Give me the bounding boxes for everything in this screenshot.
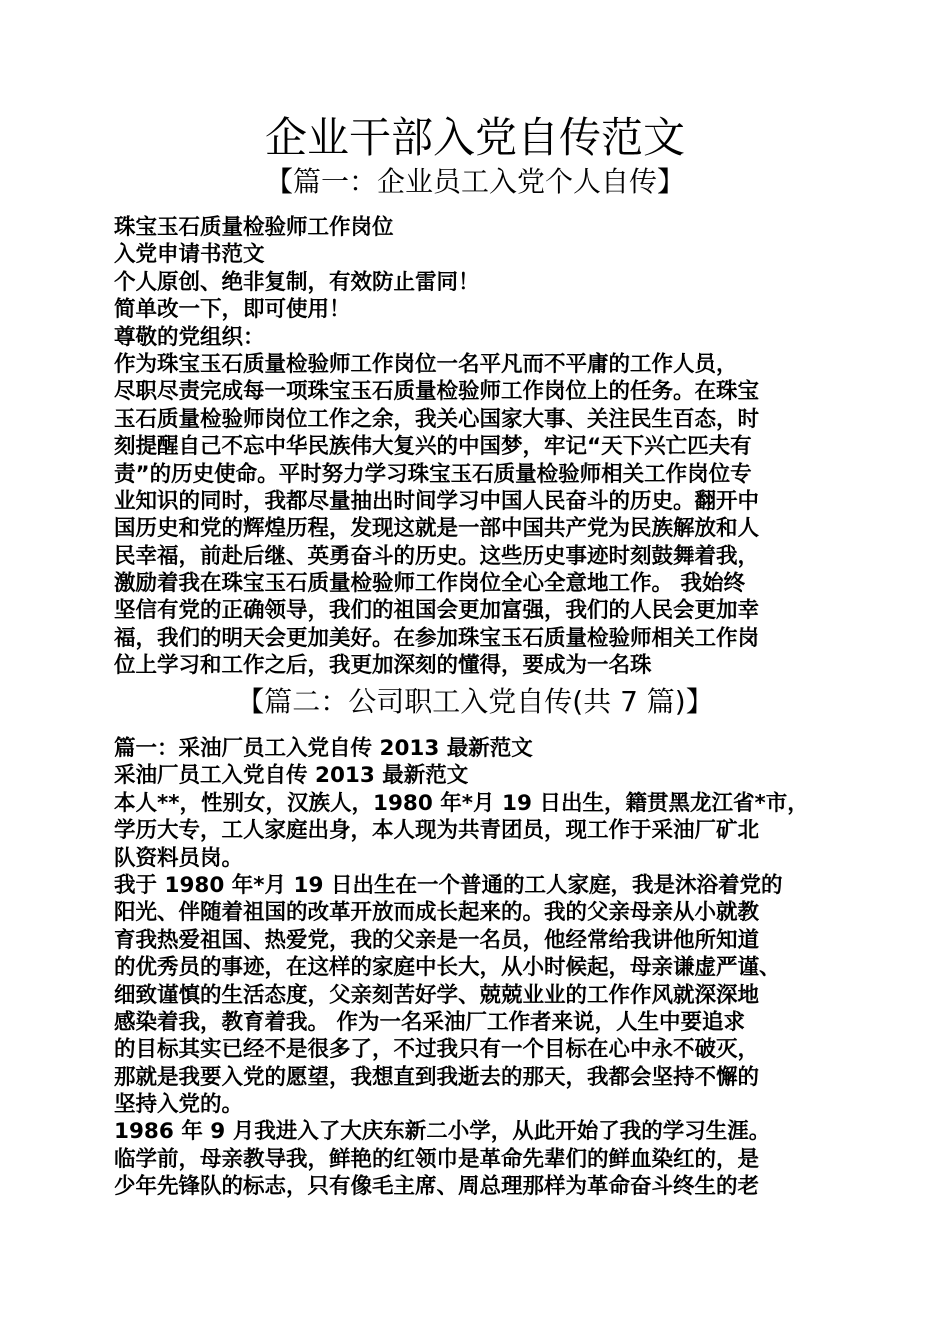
body-text-line: 采油厂员工入党自传 2013 最新范文 <box>114 763 469 789</box>
body-text-line: 福，我们的明天会更加美好。在参加珠宝玉石质量检验师相关工作岗 <box>114 625 760 651</box>
body-text-line: 阳光、伴随着祖国的改革开放而成长起来的。我的父亲母亲从小就教 <box>114 900 760 926</box>
body-text-line: 坚信有党的正确领导，我们的祖国会更加富强，我们的人民会更加幸 <box>114 598 760 624</box>
body-text-line: 坚持入党的。 <box>114 1092 244 1118</box>
body-text-line: 的目标其实已经不是很多了，不过我只有一个目标在心中永不破灭， <box>114 1037 760 1063</box>
body-text-line: 那就是我要入党的愿望，我想直到我逝去的那天，我都会坚持不懈的 <box>114 1064 760 1090</box>
section-2-body <box>114 735 844 1201</box>
section-1-body <box>114 214 844 680</box>
body-text-line: 少年先锋队的标志，只有像毛主席、周总理那样为革命奋斗终生的老 <box>114 1174 760 1200</box>
body-text-line: 玉石质量检验师岗位工作之余，我关心国家大事、关注民生百态，时 <box>114 406 760 432</box>
section-2-heading: 【篇二：公司职工入党自传(共 7 篇)】 <box>236 685 714 718</box>
section-1-heading: 【篇一：企业员工入党个人自传】 <box>264 165 685 198</box>
body-text-line: 的优秀员的事迹，在这样的家庭中长大，从小时候起，母亲谦虚严谨、 <box>114 955 781 981</box>
document-title: 企业干部入党自传范文 <box>264 113 685 162</box>
body-text-line: 临学前，母亲教导我，鲜艳的红领巾是革命先辈们的鲜血染红的，是 <box>114 1146 760 1172</box>
body-text-line: 国历史和党的辉煌历程，发现这就是一部中国共产党为民族解放和人 <box>114 516 760 542</box>
body-text-line: 激励着我在珠宝玉石质量检验师工作岗位全心全意地工作。 我始终 <box>114 571 745 597</box>
body-text-line: 入党申请书范文 <box>114 242 265 268</box>
body-text-line: 作为珠宝玉石质量检验师工作岗位一名平凡而不平庸的工作人员， <box>114 351 738 377</box>
body-text-line: 本人**，性别女，汉族人，1980 年*月 19 日出生，籍贯黑龙江省*市， <box>114 790 809 816</box>
body-text-line: 队资料员岗。 <box>114 845 244 871</box>
body-text-line: 位上学习和工作之后，我更加深刻的懂得，要成为一名珠 <box>114 653 652 679</box>
body-text-line: 尊敬的党组织： <box>114 324 265 350</box>
body-text-line: 感染着我，教育着我。 作为一名采油厂工作者来说，人生中要追求 <box>114 1009 745 1035</box>
body-text-line: 篇一：采油厂员工入党自传 2013 最新范文 <box>114 736 533 761</box>
body-text-line: 学历大专，工人家庭出身，本人现为共青团员，现工作于采油厂矿北 <box>114 818 760 844</box>
body-text-line: 育我热爱祖国、热爱党，我的父亲是一名员，他经常给我讲他所知道 <box>114 927 760 953</box>
body-text-line: 1986 年 9 月我进入了大庆东新二小学，从此开始了我的学习生涯。 <box>114 1119 771 1145</box>
body-text-line: 简单改一下，即可使用！ <box>114 297 351 323</box>
body-text-line: 业知识的同时，我都尽量抽出时间学习中国人民奋斗的历史。翻开中 <box>114 488 760 514</box>
body-text-line: 责”的历史使命。平时努力学习珠宝玉石质量检验师相关工作岗位专 <box>114 461 752 487</box>
body-text-line: 尽职尽责完成每一项珠宝玉石质量检验师工作岗位上的任务。在珠宝 <box>114 379 760 405</box>
body-text-line: 刻提醒自己不忘中华民族伟大复兴的中国梦，牢记“天下兴亡匹夫有 <box>114 434 752 460</box>
body-text-line: 民幸福，前赴后继、英勇奋斗的历史。这些历史事迹时刻鼓舞着我， <box>114 543 760 569</box>
body-text-line: 珠宝玉石质量检验师工作岗位 <box>114 215 394 240</box>
body-text-line: 我于 1980 年*月 19 日出生在一个普通的工人家庭，我是沐浴着党的 <box>114 872 783 898</box>
body-text-line: 个人原创、绝非复制，有效防止雷同！ <box>114 269 480 295</box>
body-text-line: 细致谨慎的生活态度，父亲刻苦好学、兢兢业业的工作作风就深深地 <box>114 982 760 1008</box>
